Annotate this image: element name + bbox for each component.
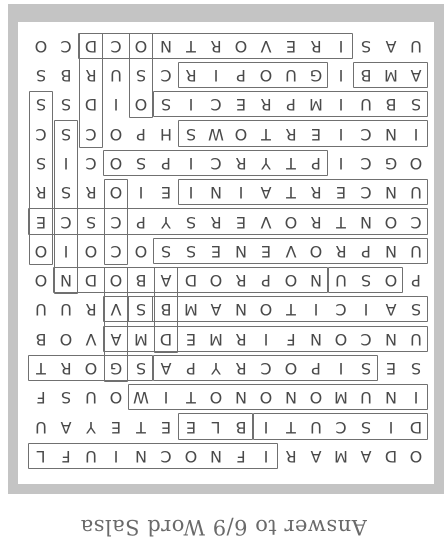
grid-cell: Y [211,359,221,379]
answer-highlight [103,150,328,176]
grid-cell: O [259,66,273,86]
grid-cell: E [160,183,172,203]
answer-highlight [153,355,378,381]
grid-cell: I [338,124,344,144]
grid-cell: I [338,154,344,173]
grid-cell: O [59,329,73,349]
grid-cell: Y [86,417,96,437]
grid-cell: N [60,271,72,291]
grid-cell: I [113,95,119,115]
grid-cell: O [109,388,123,408]
grid-cell: O [259,388,273,408]
grid-cell: P [361,241,371,261]
grid-cell: R [210,212,222,232]
grid-cell: N [385,329,397,349]
grid-cell: C [60,36,72,56]
answer-highlight [104,267,128,382]
grid-cell: P [236,66,246,86]
grid-cell: O [334,329,348,349]
grid-cell: T [286,154,296,173]
grid-cell: O [384,212,398,232]
grid-cell: O [134,95,148,115]
answer-highlight [128,384,428,410]
grid-cell: N [310,271,322,291]
grid-cell: C [85,124,97,144]
grid-cell: U [85,447,97,466]
grid-cell: C [110,212,122,232]
answer-caption: Answer to 6/9 Word Salsa [80,515,367,539]
grid-cell: S [360,359,372,379]
grid-cell: D [409,417,423,437]
grid-cell: N [135,447,147,466]
grid-cell: C [160,66,172,86]
answer-highlight [353,62,428,88]
grid-cell: I [188,154,194,173]
grid-cell: R [310,183,322,203]
grid-cell: I [363,300,369,320]
grid-cell: N [385,124,397,144]
grid-cell: C [210,154,222,173]
grid-cell: E [35,212,47,232]
grid-cell: P [311,154,321,173]
grid-cell: R [335,241,347,261]
answer-highlight [153,238,428,264]
grid-cell: I [338,359,344,379]
grid-cell: R [310,36,322,56]
grid-cell: R [235,329,247,349]
grid-cell: I [113,447,119,466]
grid-cell: O [209,388,223,408]
answer-highlight [129,33,153,119]
grid-cell: S [135,154,147,173]
answer-highlight [78,33,353,59]
grid-cell: E [235,95,247,115]
grid-cell: A [110,329,122,349]
letter-grid [28,30,428,470]
grid-cell: S [35,154,47,173]
grid-cell: A [310,447,322,466]
grid-cell: F [236,447,246,466]
grid-cell: S [60,183,72,203]
answer-highlight [253,413,428,439]
grid-cell: I [413,124,419,144]
grid-cell: A [160,359,172,379]
grid-cell: I [263,417,269,437]
grid-cell: A [260,183,272,203]
puzzle-frame [8,4,444,494]
grid-cell: R [310,212,322,232]
answer-highlight [103,326,428,352]
grid-cell: I [163,388,169,408]
grid-cell: S [135,300,147,320]
grid-cell: D [384,447,398,466]
grid-cell: I [63,154,69,173]
grid-cell: E [310,124,322,144]
grid-cell: V [285,241,297,261]
answer-highlight [104,179,128,265]
answer-highlight [153,91,428,117]
grid-cell: I [313,300,319,320]
grid-cell: I [338,66,344,86]
grid-cell: O [309,388,323,408]
grid-cell: A [410,66,422,86]
grid-cell: S [85,212,97,232]
grid-cell: R [85,300,97,320]
grid-cell: S [35,95,47,115]
answer-highlight [178,413,253,439]
grid-cell: S [60,388,72,408]
grid-cell: O [134,36,148,56]
grid-cell: T [286,417,296,437]
grid-cell: A [210,300,222,320]
grid-cell: O [84,359,98,379]
grid-cell: C [85,154,97,173]
grid-cell: N [210,183,222,203]
grid-cell: I [63,241,69,261]
grid-cell: P [261,271,271,291]
grid-cell: P [161,154,171,173]
grid-cell: T [186,36,196,56]
grid-cell: R [85,66,97,86]
grid-cell: T [286,183,296,203]
grid-cell: O [284,271,298,291]
grid-cell: U [360,95,372,115]
grid-cell: S [185,212,197,232]
grid-cell: O [184,447,198,466]
grid-cell: V [260,36,272,56]
grid-cell: M [134,329,148,349]
grid-cell: M [334,447,348,466]
grid-cell: T [286,300,296,320]
grid-cell: T [186,388,196,408]
grid-cell: I [138,183,144,203]
grid-cell: E [285,36,297,56]
grid-cell: S [35,66,47,86]
grid-cell: R [285,447,297,466]
grid-cell: O [34,241,48,261]
puzzle-board [18,22,434,484]
grid-cell: O [134,241,148,261]
answer-highlight [28,208,428,234]
grid-cell: N [235,388,247,408]
grid-cell: P [411,271,421,291]
grid-cell: U [110,66,122,86]
grid-cell: R [60,359,72,379]
grid-cell: W [208,124,224,144]
grid-cell: O [84,241,98,261]
answer-highlight [53,267,328,293]
grid-cell: L [211,417,221,437]
grid-cell: F [36,388,46,408]
grid-cell: I [213,66,219,86]
grid-cell: S [160,95,172,115]
grid-cell: R [235,154,247,173]
grid-cell: E [185,417,197,437]
grid-cell: O [109,124,123,144]
answer-highlight [28,443,278,469]
grid-cell: U [85,388,97,408]
grid-cell: E [160,417,172,437]
grid-cell: O [284,212,298,232]
grid-cell: D [84,271,98,291]
grid-cell: M [334,388,348,408]
grid-cell: M [384,66,398,86]
grid-cell: D [84,95,98,115]
answer-highlight [79,33,103,148]
grid-cell: B [160,300,172,320]
grid-cell: O [234,124,248,144]
grid-cell: O [284,359,298,379]
grid-cell: C [160,447,172,466]
grid-cell: C [35,124,47,144]
grid-cell: N [160,36,172,56]
grid-cell: C [360,124,372,144]
grid-cell: Y [161,212,171,232]
grid-cell: I [413,388,419,408]
grid-cell: S [135,66,147,86]
grid-cell: T [136,417,146,437]
grid-cell: T [336,212,346,232]
grid-cell: A [385,300,397,320]
grid-cell: S [410,359,422,379]
grid-cell: A [60,417,72,437]
answer-highlight [178,62,328,88]
grid-cell: C [110,36,122,56]
grid-cell: G [384,154,398,173]
grid-cell: M [309,95,323,115]
grid-cell: O [409,154,423,173]
grid-cell: E [110,417,122,437]
grid-cell: O [34,271,48,291]
grid-cell: N [310,329,322,349]
grid-cell: O [109,183,123,203]
grid-cell: C [410,212,422,232]
answer-highlight [178,179,428,205]
grid-cell: U [410,241,422,261]
grid-cell: T [36,359,46,379]
grid-cell: S [410,300,422,320]
grid-cell: U [60,300,72,320]
grid-cell: S [185,241,197,261]
grid-cell: S [60,95,72,115]
grid-cell: S [360,36,372,56]
grid-cell: C [60,212,72,232]
grid-cell: U [410,36,422,56]
answer-highlight [54,120,78,294]
grid-cell: O [109,271,123,291]
grid-cell: B [35,329,47,349]
grid-cell: Y [261,154,271,173]
grid-cell: U [35,417,47,437]
grid-cell: D [84,36,98,56]
grid-cell: C [360,329,372,349]
answer-highlight [328,267,403,293]
grid-cell: N [235,241,247,261]
grid-cell: U [35,300,47,320]
grid-cell: C [335,300,347,320]
grid-cell: C [110,241,122,261]
grid-cell: R [210,36,222,56]
grid-cell: O [409,447,423,466]
grid-cell: C [335,417,347,437]
grid-cell: C [360,183,372,203]
answer-highlight [178,120,428,146]
grid-cell: I [263,447,269,466]
grid-cell: V [260,212,272,232]
grid-cell: O [384,271,398,291]
grid-cell: G [309,66,323,86]
grid-cell: D [184,271,198,291]
grid-cell: P [186,359,196,379]
grid-cell: N [360,212,372,232]
grid-cell: V [110,300,122,320]
grid-cell: M [184,300,198,320]
grid-cell: U [335,271,347,291]
grid-cell: N [210,447,222,466]
grid-cell: R [235,271,247,291]
grid-cell: R [235,359,247,379]
grid-cell: S [360,271,372,291]
grid-cell: I [188,183,194,203]
grid-cell: U [360,388,372,408]
grid-cell: N [385,183,397,203]
grid-cell: C [210,95,222,115]
answer-highlight [154,267,178,353]
grid-cell: R [185,66,197,86]
grid-cell: U [410,329,422,349]
grid-cell: S [135,359,147,379]
grid-cell: N [235,300,247,320]
grid-cell: O [234,36,248,56]
grid-cell: R [260,95,272,115]
grid-cell: T [261,124,271,144]
grid-cell: G [109,359,123,379]
grid-cell: E [260,241,272,261]
grid-cell: U [410,183,422,203]
grid-cell: F [61,447,71,466]
grid-cell: V [85,329,97,349]
grid-cell: W [133,388,149,408]
answer-highlight [29,91,53,265]
grid-cell: C [360,154,372,173]
grid-cell: I [338,95,344,115]
grid-cell: F [286,329,296,349]
grid-cell: B [135,271,147,291]
grid-cell: I [338,36,344,56]
grid-cell: A [360,447,372,466]
grid-cell: I [238,183,244,203]
grid-cell: U [310,417,322,437]
grid-cell: S [185,124,197,144]
grid-cell: O [34,36,48,56]
grid-cell: S [410,95,422,115]
grid-cell: P [136,212,146,232]
grid-cell: N [385,241,397,261]
grid-cell: S [360,417,372,437]
grid-cell: A [385,36,397,56]
grid-cell: C [260,359,272,379]
grid-cell: S [160,241,172,261]
grid-cell: I [188,95,194,115]
grid-cell: R [35,183,47,203]
answer-highlight [28,355,153,381]
grid-cell: O [109,154,123,173]
grid-cell: N [285,388,297,408]
grid-cell: B [360,66,372,86]
grid-cell: O [209,271,223,291]
grid-cell: O [259,300,273,320]
grid-cell: P [311,359,321,379]
grid-cell: N [385,388,397,408]
grid-cell: B [385,95,397,115]
grid-cell: H [159,124,173,144]
grid-cell: A [160,271,172,291]
grid-cell: E [210,241,222,261]
grid-cell: R [85,183,97,203]
grid-cell: I [263,329,269,349]
grid-cell: E [335,183,347,203]
grid-cell: R [285,124,297,144]
grid-cell: I [388,417,394,437]
grid-cell: B [60,66,72,86]
grid-cell: E [235,212,247,232]
grid-cell: L [36,447,46,466]
grid-cell: B [235,417,247,437]
grid-cell: M [209,329,223,349]
grid-cell: U [285,66,297,86]
grid-cell: P [286,95,296,115]
grid-cell: D [159,329,173,349]
grid-cell: P [136,124,146,144]
grid-cell: S [60,124,72,144]
grid-cell: E [385,359,397,379]
grid-cell: E [185,329,197,349]
grid-cell: O [309,241,323,261]
